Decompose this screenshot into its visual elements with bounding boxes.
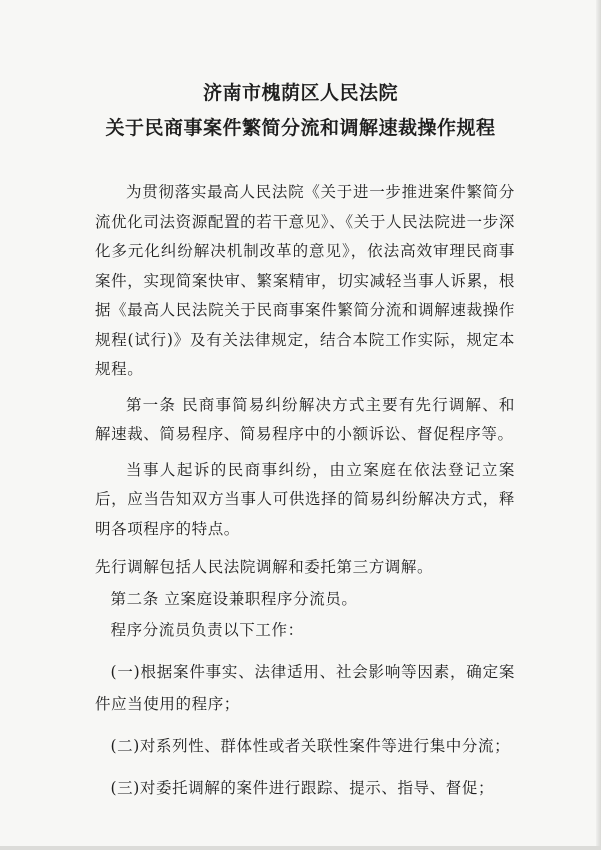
paragraph-duty-1: (一)根据案件事实、法律适用、社会影响等因素，确定案件应当使用的程序； <box>95 662 515 713</box>
page-edge-right <box>596 0 601 850</box>
paragraph-duty-3: (三)对委托调解的案件进行跟踪、提示、指导、督促； <box>110 778 495 797</box>
paragraph-article-1-notice: 当事人起诉的民商事纠纷，由立案庭在依法登记立案后，应当告知双方当事人可供选择的简易纠纷解决方式，释明各项程序的特点。 <box>95 460 515 538</box>
paragraph-mediation: 先行调解包括人民法院调解和委托第三方调解。 <box>95 558 434 576</box>
document-title-line-2: 关于民商事案件繁简分流和调解速裁操作规程 <box>105 117 496 139</box>
paragraph-article-2: 第二条 立案庭设兼职程序分流员。 <box>110 589 358 608</box>
paragraph-preamble: 为贯彻落实最高人民法院《关于进一步推进案件繁简分流优化司法资源配置的若干意见》、《关于人民法院进一步深化多元化纠纷解决机制改革的意见》，依法高效审理民商事案件，实现简案快审、繁案精审，切实减轻当事人诉累，根据《最高人民法院关于民商事案件繁简分流和调解速裁操作规程(试行)》及有关法律规定，结合本院工作实际，规定本规程。 <box>95 183 515 378</box>
paragraph-duties-intro: 程序分流员负责以下工作： <box>110 621 304 639</box>
document-body <box>95 178 515 804</box>
document-title-line-1: 济南市槐荫区人民法院 <box>202 82 398 104</box>
paragraph-article-1: 第一条 民商事简易纠纷解决方式主要有先行调解、和解速裁、简易程序、简易程序中的小额诉讼、督促程序等。 <box>95 395 515 443</box>
paragraph-duty-2: (二)对系列性、群体性或者关联性案件等进行集中分流； <box>110 736 511 755</box>
page-edge-bottom <box>0 846 601 850</box>
